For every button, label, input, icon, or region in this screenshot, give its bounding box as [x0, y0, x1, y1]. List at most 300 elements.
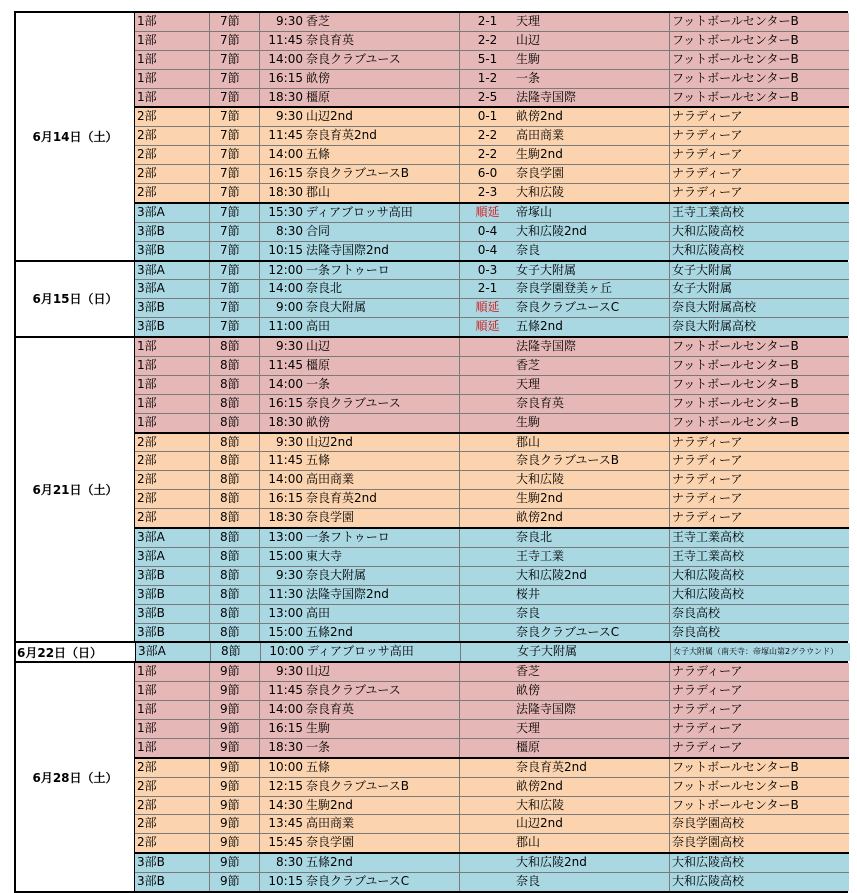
venue-cell: ナラディーア: [672, 128, 743, 143]
division-cell: 2部: [135, 490, 210, 508]
division-cell: 3部A: [135, 262, 210, 280]
date-block: [14, 260, 848, 337]
kickoff-time: 10:15: [268, 242, 303, 257]
match-row: [135, 317, 849, 336]
division-cell: 2部: [135, 146, 210, 164]
division-cell: 3部B: [135, 854, 210, 872]
match-row: [135, 796, 849, 815]
kickoff-time: 18:30: [268, 510, 303, 525]
away-team: 帝塚山: [515, 204, 670, 222]
score-cell: 順延: [475, 319, 500, 334]
kickoff-time: 9:30: [276, 339, 303, 354]
section-cell: 7節: [210, 146, 260, 164]
match-row: [135, 719, 849, 738]
division-group: [135, 663, 849, 756]
match-row: [135, 489, 849, 508]
kickoff-time: 16:15: [268, 491, 303, 506]
match-row: [135, 508, 849, 527]
venue-cell: 王寺工業高校: [672, 530, 745, 545]
section-cell: 7節: [210, 51, 260, 69]
match-row: [135, 69, 849, 88]
match-rows: [136, 643, 850, 661]
score-cell: [460, 739, 515, 757]
section-cell: 7節: [210, 299, 260, 317]
division-cell: 1部: [135, 338, 210, 356]
venue-cell: 大和広陵高校: [672, 586, 745, 601]
match-row: [135, 738, 849, 757]
division-group: [135, 106, 849, 201]
division-cell: 3部A: [135, 548, 210, 566]
kickoff-time: 16:15: [268, 166, 303, 181]
venue-cell: 奈良高校: [672, 624, 721, 639]
division-group: [135, 202, 849, 260]
kickoff-time: 12:15: [268, 778, 303, 793]
match-row: [135, 700, 849, 719]
match-row: [135, 108, 849, 126]
division-cell: 2部: [135, 184, 210, 202]
home-team: 奈良クラブユース: [305, 395, 460, 413]
score-cell: 順延: [475, 204, 500, 219]
away-team: 奈良クラブユースB: [515, 452, 670, 470]
away-team: 法隆寺国際: [515, 338, 670, 356]
kickoff-time: 16:15: [268, 70, 303, 85]
division-cell: 2部: [135, 165, 210, 183]
section-cell: 7節: [210, 165, 260, 183]
score-cell: [460, 471, 515, 489]
section-cell: 8節: [210, 414, 260, 432]
away-team: 奈良育英2nd: [515, 759, 670, 777]
away-team: 王寺工業: [515, 548, 670, 566]
score-cell: [460, 854, 515, 872]
venue-cell: ナラディーア: [672, 147, 743, 162]
home-team: 奈良育英: [305, 701, 460, 719]
score-cell: 2‑2: [477, 147, 498, 162]
away-team: 大和広陵: [515, 471, 670, 489]
division-group: [136, 643, 850, 661]
division-group: [135, 338, 849, 431]
section-cell: 9節: [210, 663, 260, 681]
home-team: 五條: [305, 146, 460, 164]
venue-cell: 大和広陵高校: [672, 855, 745, 870]
score-cell: [460, 529, 515, 547]
away-team: 郡山: [515, 834, 670, 852]
match-row: [135, 681, 849, 700]
away-team: 桜井: [515, 586, 670, 604]
kickoff-time: 16:15: [268, 720, 303, 735]
division-cell: 1部: [135, 739, 210, 757]
home-team: 奈良育英2nd: [305, 127, 460, 145]
home-team: 奈良学園: [305, 509, 460, 527]
kickoff-time: 14:00: [268, 51, 303, 66]
venue-cell: フットボールセンターB: [672, 70, 799, 85]
match-row: [135, 183, 849, 202]
division-cell: 2部: [135, 127, 210, 145]
section-cell: 9節: [210, 739, 260, 757]
score-cell: 0‑4: [477, 242, 498, 257]
score-cell: [460, 873, 515, 891]
away-team: 生駒2nd: [515, 490, 670, 508]
match-row: [135, 394, 849, 413]
kickoff-time: 15:30: [268, 204, 303, 219]
match-row: [135, 777, 849, 796]
section-cell: 9節: [210, 759, 260, 777]
away-team: 生駒2nd: [515, 146, 670, 164]
kickoff-time: 11:45: [268, 453, 303, 468]
section-cell: 7節: [210, 318, 260, 336]
section-cell: 8節: [210, 434, 260, 452]
section-cell: 8節: [210, 471, 260, 489]
match-row: [135, 872, 849, 891]
kickoff-time: 15:00: [268, 548, 303, 563]
away-team: 女子大附属: [515, 262, 670, 280]
division-cell: 3部B: [135, 223, 210, 241]
kickoff-time: 13:00: [268, 530, 303, 545]
home-team: 高田商業: [305, 471, 460, 489]
kickoff-time: 15:00: [268, 624, 303, 639]
score-cell: 2‑1: [477, 281, 498, 296]
kickoff-time: 11:45: [268, 683, 303, 698]
kickoff-time: 18:30: [268, 739, 303, 754]
match-row: [135, 566, 849, 585]
venue-cell: フットボールセンターB: [672, 14, 799, 28]
section-cell: 7節: [210, 70, 260, 88]
match-rows: [135, 262, 849, 337]
away-team: 香芝: [515, 357, 670, 375]
away-team: 郡山: [515, 434, 670, 452]
score-cell: 0‑1: [477, 109, 498, 124]
section-cell: 8節: [211, 643, 261, 661]
match-rows: [135, 13, 849, 260]
away-team: 畝傍2nd: [515, 778, 670, 796]
venue-cell: フットボールセンターB: [672, 32, 799, 47]
division-cell: 1部: [135, 376, 210, 394]
kickoff-time: 10:00: [269, 644, 304, 659]
division-cell: 1部: [135, 663, 210, 681]
venue-cell: ナラディーア: [672, 185, 743, 200]
score-cell: 2‑2: [477, 32, 498, 47]
home-team: 山辺2nd: [305, 108, 460, 126]
venue-cell: フットボールセンターB: [672, 376, 799, 391]
home-team: 生駒2nd: [305, 797, 460, 815]
division-group: [135, 432, 849, 527]
section-cell: 8節: [210, 605, 260, 623]
home-team: 奈良大附属: [305, 299, 460, 317]
kickoff-time: 14:00: [268, 281, 303, 296]
division-cell: 2部: [135, 759, 210, 777]
section-cell: 8節: [210, 567, 260, 585]
match-row: [135, 375, 849, 394]
section-cell: 7節: [210, 127, 260, 145]
division-group: [135, 852, 849, 891]
division-cell: 1部: [135, 395, 210, 413]
section-cell: 8節: [210, 529, 260, 547]
match-row: [135, 833, 849, 852]
away-team: 女子大附属: [516, 643, 671, 661]
kickoff-time: 10:15: [268, 874, 303, 889]
home-team: 奈良育英: [305, 32, 460, 50]
home-team: 山辺2nd: [305, 434, 460, 452]
kickoff-time: 9:30: [276, 434, 303, 449]
away-team: 畝傍: [515, 682, 670, 700]
kickoff-time: 9:00: [276, 300, 303, 315]
score-cell: [460, 815, 515, 833]
match-row: [135, 623, 849, 642]
home-team: 法隆寺国際2nd: [305, 242, 460, 260]
venue-cell: ナラディーア: [672, 702, 743, 717]
match-row: [135, 338, 849, 356]
score-cell: [460, 834, 515, 852]
kickoff-time: 13:45: [268, 816, 303, 831]
division-cell: 2部: [135, 471, 210, 489]
score-cell: [460, 434, 515, 452]
away-team: 天理: [515, 376, 670, 394]
score-cell: [460, 701, 515, 719]
away-team: 天理: [515, 720, 670, 738]
away-team: 大和広陵: [515, 184, 670, 202]
section-cell: 7節: [210, 32, 260, 50]
section-cell: 7節: [210, 262, 260, 280]
home-team: 奈良クラブユース: [305, 682, 460, 700]
venue-cell: 奈良大附属高校: [672, 319, 757, 334]
date-block: [14, 661, 848, 893]
kickoff-time: 18:30: [268, 185, 303, 200]
division-cell: 2部: [135, 108, 210, 126]
match-row: [135, 222, 849, 241]
venue-cell: 大和広陵高校: [672, 242, 745, 257]
home-team: 一条フトゥーロ: [305, 529, 460, 547]
kickoff-time: 16:15: [268, 395, 303, 410]
section-cell: 9節: [210, 797, 260, 815]
venue-cell: ナラディーア: [672, 472, 743, 487]
division-group: [135, 757, 849, 852]
division-cell: 3部B: [135, 586, 210, 604]
division-group: [135, 262, 849, 337]
away-team: 大和広陵2nd: [515, 223, 670, 241]
away-team: 奈良学園登美ヶ丘: [515, 280, 670, 298]
home-team: 法隆寺国際2nd: [305, 586, 460, 604]
score-cell: 5‑1: [477, 51, 498, 66]
date-block: [14, 641, 848, 661]
away-team: 畝傍2nd: [515, 509, 670, 527]
division-cell: 1部: [135, 51, 210, 69]
venue-cell: フットボールセンターB: [672, 797, 799, 812]
score-cell: [461, 643, 516, 661]
date-cell: 6月22日（日）: [16, 643, 136, 661]
home-team: 五條: [305, 452, 460, 470]
home-team: 奈良大附属: [305, 567, 460, 585]
kickoff-time: 14:30: [268, 797, 303, 812]
score-cell: 2‑3: [477, 185, 498, 200]
section-cell: 8節: [210, 624, 260, 642]
division-cell: 2部: [135, 815, 210, 833]
score-cell: [460, 452, 515, 470]
away-team: 大和広陵: [515, 797, 670, 815]
kickoff-time: 14:00: [268, 376, 303, 391]
division-cell: 2部: [135, 434, 210, 452]
kickoff-time: 8:30: [276, 223, 303, 238]
match-row: [135, 13, 849, 31]
section-cell: 7節: [210, 223, 260, 241]
venue-cell: ナラディーア: [672, 434, 743, 449]
section-cell: 9節: [210, 720, 260, 738]
section-cell: 9節: [210, 815, 260, 833]
score-cell: [460, 338, 515, 356]
home-team: 高田商業: [305, 815, 460, 833]
division-cell: 3部A: [135, 204, 210, 222]
section-cell: 8節: [210, 548, 260, 566]
score-cell: [460, 605, 515, 623]
kickoff-time: 12:00: [268, 262, 303, 277]
home-team: 一条フトゥーロ: [305, 262, 460, 280]
match-row: [136, 643, 850, 661]
venue-cell: フットボールセンターB: [672, 778, 799, 793]
away-team: 法隆寺国際: [515, 701, 670, 719]
away-team: 奈良学園: [515, 165, 670, 183]
score-cell: [460, 682, 515, 700]
match-row: [135, 50, 849, 69]
home-team: 橿原: [305, 357, 460, 375]
match-row: [135, 279, 849, 298]
section-cell: 9節: [210, 834, 260, 852]
kickoff-time: 18:30: [268, 414, 303, 429]
score-cell: [460, 357, 515, 375]
away-team: 生駒: [515, 414, 670, 432]
venue-cell: 奈良大附属高校: [672, 300, 757, 315]
division-cell: 3部B: [135, 299, 210, 317]
division-cell: 1部: [135, 357, 210, 375]
division-cell: 3部B: [135, 567, 210, 585]
home-team: 奈良クラブユースC: [305, 873, 460, 891]
venue-cell: ナラディーア: [672, 720, 743, 735]
venue-cell: 奈良学園高校: [672, 816, 745, 831]
section-cell: 8節: [210, 395, 260, 413]
away-team: 天理: [515, 13, 670, 31]
division-cell: 2部: [135, 778, 210, 796]
division-cell: 2部: [135, 797, 210, 815]
kickoff-time: 11:30: [268, 586, 303, 601]
away-team: 山辺: [515, 32, 670, 50]
match-row: [135, 470, 849, 489]
match-row: [135, 854, 849, 872]
section-cell: 9節: [210, 854, 260, 872]
match-row: [135, 814, 849, 833]
away-team: 奈良: [515, 242, 670, 260]
division-cell: 1部: [135, 720, 210, 738]
match-row: [135, 164, 849, 183]
away-team: 山辺2nd: [515, 815, 670, 833]
venue-cell: フットボールセンターB: [672, 759, 799, 774]
score-cell: 1‑2: [477, 70, 498, 85]
section-cell: 7節: [210, 242, 260, 260]
division-group: [135, 527, 849, 641]
kickoff-time: 9:30: [276, 567, 303, 582]
score-cell: 順延: [475, 300, 500, 315]
kickoff-time: 9:30: [276, 109, 303, 124]
away-team: 大和広陵2nd: [515, 854, 670, 872]
venue-cell: 女子大附属: [672, 262, 733, 277]
date-block: [14, 336, 848, 641]
score-cell: [460, 778, 515, 796]
match-row: [135, 204, 849, 222]
venue-cell: ナラディーア: [672, 109, 743, 124]
home-team: 山辺: [305, 338, 460, 356]
match-row: [135, 298, 849, 317]
home-team: 奈良クラブユースB: [305, 778, 460, 796]
date-cell: 6月21日（土）: [16, 338, 135, 641]
division-cell: 1部: [135, 13, 210, 31]
score-cell: [460, 548, 515, 566]
match-row: [135, 31, 849, 50]
home-team: 五條: [305, 759, 460, 777]
division-cell: 2部: [135, 509, 210, 527]
match-row: [135, 434, 849, 452]
home-team: 東大寺: [305, 548, 460, 566]
venue-cell: 奈良高校: [672, 605, 721, 620]
match-rows: [135, 663, 849, 891]
division-cell: 3部B: [135, 873, 210, 891]
division-cell: 3部A: [135, 280, 210, 298]
home-team: 生駒: [305, 720, 460, 738]
home-team: 五條2nd: [305, 624, 460, 642]
score-cell: [460, 414, 515, 432]
division-cell: 1部: [135, 32, 210, 50]
home-team: 奈良クラブユースB: [305, 165, 460, 183]
home-team: 合同: [305, 223, 460, 241]
kickoff-time: 14:00: [268, 147, 303, 162]
home-team: 奈良学園: [305, 834, 460, 852]
kickoff-time: 9:30: [276, 14, 303, 28]
venue-cell: ナラディーア: [672, 166, 743, 181]
kickoff-time: 15:45: [268, 835, 303, 850]
venue-cell: フットボールセンターB: [672, 339, 799, 354]
venue-cell: 大和広陵高校: [672, 874, 745, 889]
section-cell: 7節: [210, 108, 260, 126]
away-team: 奈良クラブユースC: [515, 299, 670, 317]
venue-cell: ナラディーア: [672, 491, 743, 506]
division-group: [135, 13, 849, 106]
venue-cell: フットボールセンターB: [672, 89, 799, 104]
match-row: [135, 759, 849, 777]
division-cell: 3部B: [135, 605, 210, 623]
score-cell: [460, 586, 515, 604]
home-team: 五條2nd: [305, 854, 460, 872]
section-cell: 8節: [210, 452, 260, 470]
match-row: [135, 356, 849, 375]
home-team: 一条: [305, 739, 460, 757]
section-cell: 8節: [210, 509, 260, 527]
division-cell: 3部B: [135, 242, 210, 260]
match-row: [135, 604, 849, 623]
score-cell: [460, 720, 515, 738]
away-team: 奈良北: [515, 529, 670, 547]
home-team: 畝傍: [305, 414, 460, 432]
score-cell: 2‑2: [477, 128, 498, 143]
venue-cell: 奈良学園高校: [672, 835, 745, 850]
away-team: 大和広陵2nd: [515, 567, 670, 585]
score-cell: [460, 509, 515, 527]
score-cell: 6‑0: [477, 166, 498, 181]
home-team: ディアブロッサ高田: [306, 643, 461, 661]
section-cell: 7節: [210, 184, 260, 202]
date-cell: 6月28日（土）: [16, 663, 135, 891]
kickoff-time: 11:45: [268, 128, 303, 143]
away-team: 橿原: [515, 739, 670, 757]
away-team: 奈良: [515, 605, 670, 623]
date-cell: 6月15日（日）: [16, 262, 135, 337]
home-team: 高田: [305, 318, 460, 336]
division-cell: 1部: [135, 701, 210, 719]
schedule-table: [14, 11, 848, 893]
